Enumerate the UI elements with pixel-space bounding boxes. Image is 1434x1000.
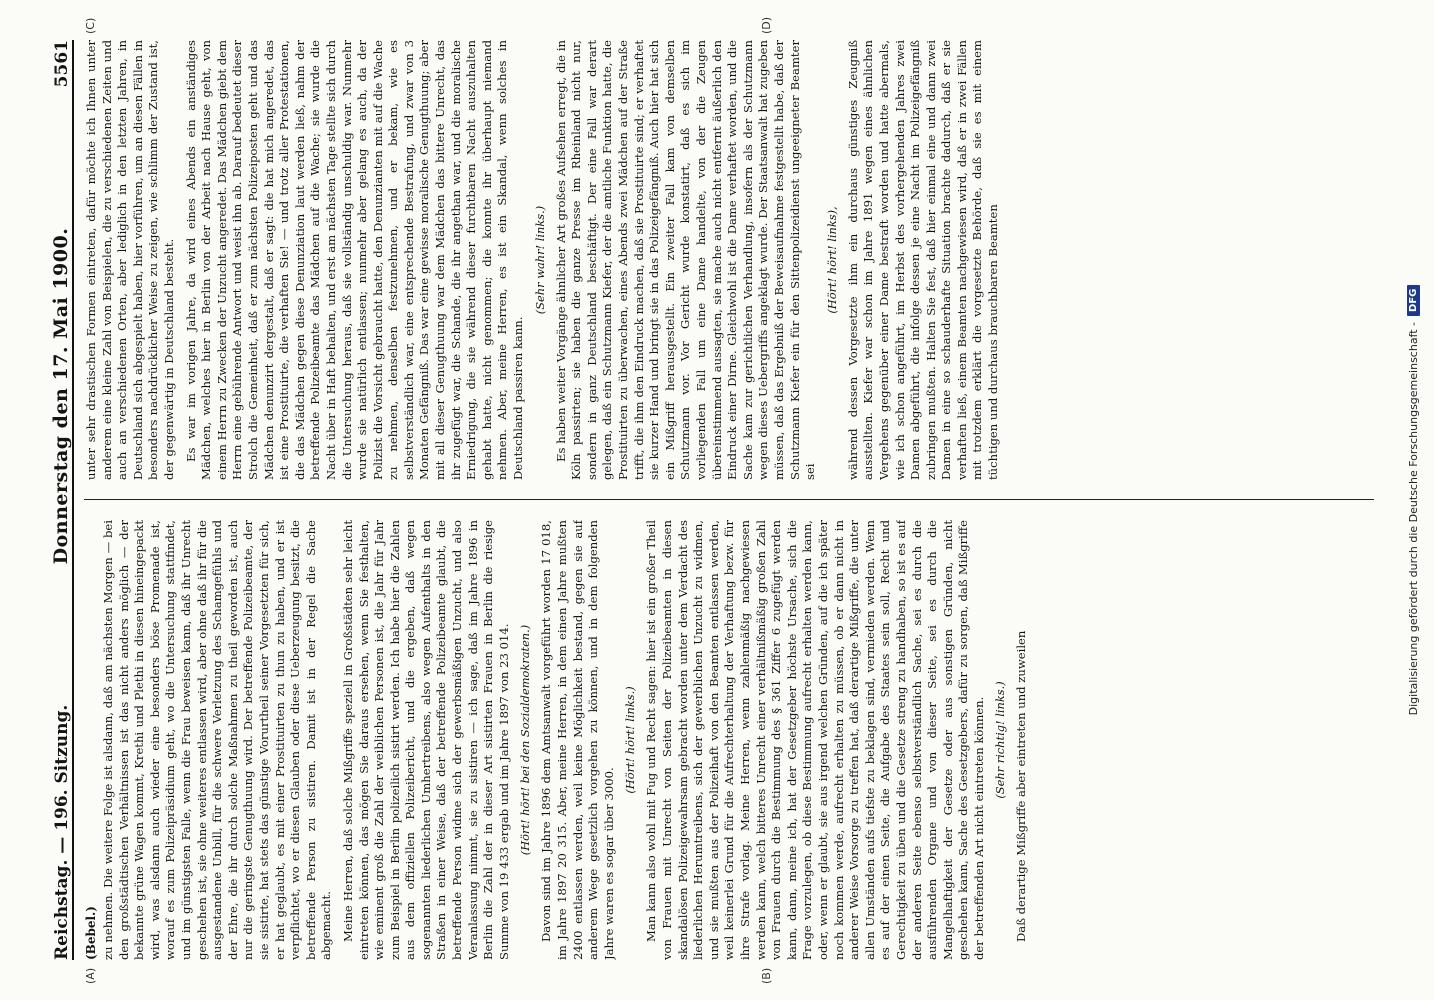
margin-label-d: (D) <box>760 16 773 34</box>
paragraph: Es war im vorigen Jahre, da wird eines Abends ein anständiges Mädchen, welches hier in Berlin von der Arbeit nach Hause geht, von einem Herrn zu Zwecken der Unzucht angeredet. Das Mädchen giebt dem Herrn eine gebührende Antwort und weist ihn ab. Darauf bedeutet dieser Strolch die Gemeinheit, daß er zum nächsten Polizeiposten geht und das Mädchen denunzirt dergestalt, daß er sagt: die hat mich angeredet, das ist eine Prostituirte, die verhaften Sie! — und trotz aller Protestationen, die das Mädchen gegen diese Denunziation laut werden ließ, nahm der betreffende Polizeibeamte das Mädchen auf die Wache; sie wurde die Nacht über in Haft behalten, und erst am nächsten Tage stellte sich durch die Untersuchung heraus, daß sie vollständig unschuldig war. Nunmehr wurde sie natürlich entlassen; nunmehr aber gelang es auch, da der Polizist die Vorsicht gebraucht hatte, den Denunzianten mit auf die Wache zu nehmen, denselben festzunehmen, und er bekam, wie es selbstverständlich war, eine entsprechende Bestrafung, und zwar von 3 Monaten Gefängniß. Das war eine gewisse moralische Genugthuung; aber mit all dieser Genugthuung war dem Mädchen das bittere Unrecht, das ihr zugefügt war, die Schande, die ihr angethan war, und die moralische Erniedrigung, die sie während dieser furchtbaren Nacht auszuhalten gehabt hatte, nicht genommen; die konnte ihr überhaupt niemand nehmen. Aber, meine Herren, es ist ein Skandal, wenn solches in Deutschland passiren kann. <box>183 40 526 480</box>
digitization-text: Digitalisierung gefördert durch die Deutsche Forschungsgemeinschaft - <box>1406 321 1420 716</box>
paragraph: Daß derartige Mißgriffe aber eintreten und zuweilen <box>1014 630 1029 942</box>
margin-label-c: (C) <box>84 17 97 34</box>
interjection: (Sehr richtig! links.) <box>993 681 1008 799</box>
interjection: (Hört! hört! bei den Sozialdemokraten.) <box>518 624 533 856</box>
interjection: (Sehr wahr! links.) <box>532 205 547 315</box>
page-number: 5561 <box>52 40 72 88</box>
interjection: (Hört! hört! links.) <box>623 686 638 794</box>
paragraph: Davon sind im Jahre 1896 dem Amtsanwalt vorgeführt worden 17 018, im Jahre 1897 20 315. Aber, meine Herren, in dem einen Jahre mußten 2400 entlassen werden, weil keine Möglichkeit bestand, gegen sie auf anderem Wege gesetzlich vorgehen zu können, und in dem folgenden Jahre waren es sogar über 3000. <box>539 520 616 960</box>
left-column <box>84 520 1374 960</box>
paragraph: zu nehmen. Die weitere Folge ist alsdann, daß am nächsten Morgen — bei den großstädtischen Verhältnissen ist das nicht anders möglich — der bekannte grüne Wagen kommt, Krethi und Plethi in diesen hineingepackt wird, was alsdann auch wieder eine besonders böse Promenade ist, worauf es zum Polizeipräsidium geht, wo die Untersuchung stattfindet, und im günstigsten Falle, wenn die Frau beweisen kann, daß ihr Unrecht geschehen ist, sie ohne weiteres entlassen wird, aber ohne daß ihr für die ausgestandene Unbill, für die schwere Verletzung des Schamgefühls und der Ehre, die ihr durch solche Maßnahmen zu theil geworden ist, auch nur die geringste Genugthuung wird. Der betreffende Polizeibeamte, der sie sistirte, hat stets das günstige Vorurtheil seiner Vorgesetzten für sich, er hat geglaubt, es mit einer Prostituirten zu thun zu haben, und er ist verpflichtet, wo er diesen Glauben oder diese Ueberzeugung besitzt, die betreffende Person zu sistiren. Damit ist in der Regel die Sache abgemacht. <box>101 520 334 960</box>
header-date: Donnerstag den 17. Mai 1900. <box>50 227 72 565</box>
right-column <box>84 40 1374 480</box>
margin-label-a: (A) <box>84 967 97 984</box>
dfg-logo-icon: DFG <box>1407 285 1420 316</box>
page-body <box>84 40 1374 960</box>
interjection: (Hört! hört! links), <box>824 206 839 314</box>
speaker-name: (Bebel.) <box>84 906 98 960</box>
paragraph: Es haben weiter Vorgänge ähnlicher Art großes Aufsehen erregt, die in Köln passirten; sie haben die ganze Presse im Rheinland nicht nur, sondern in ganz Deutschland beschäftigt. Der eine Fall war derart gelegen, daß ein Schutzmann Kiefer, der die amtliche Funktion hatte, die Prostituirten zu überwachen, eines Abends zwei Mädchen auf der Straße trifft, die ihm den Eindruck machen, daß sie Prostituirte sind; er verhaftet sie kurzer Hand und bringt sie in das Polizeigefängniß. Auch hier hat sich ein Mißgriff herausgestellt. Ein zweiter Fall kam von demselben Schutzmann vor. Vor Gericht wurde konstatirt, daß es sich im vorliegenden Fall um eine Dame handelte, von der die Zeugen übereinstimmend aussagten, sie mache auch nicht entfernt äußerlich den Eindruck einer Dirne. Gleichwohl ist die Dame verhaftet worden, und die Sache kam zur gerichtlichen Verhandlung, insofern als der Schutzmann wegen dieses Uebergriffs angeklagt wurde. Der Staatsanwalt hat zugeben müssen, daß das Ergebniß der Beweisaufnahme festgestellt habe, daß der Schutzmann Kiefer ein für den Sittenpolizeidienst ungeeigneter Beamter sei <box>553 40 818 480</box>
paragraph: Man kann also wohl mit Fug und Recht sagen: hier ist ein großer Theil von Frauen mit Unrecht von Seiten der Polizeibeamten in diesen skandalösen Polizeigewahrsam gebracht worden unter dem Verdacht des liederlichen Herumtreibens, sich der gewerblichen Unzucht zu widmen, und sie mußten aus der Polizeihaft von den Beamten entlassen werden, weil keinerlei Grund für die Aufrechterhaltung der Verhaftung bezw. für ihre Strafe vorlag. Meine Herren, wenn zahlenmäßig nachgewiesen werden kann, welch bitteres Unrecht einer verhältnißmäßig großen Zahl von Frauen durch die Bestimmung des § 361 Ziffer 6 zugefügt werden kann, dann, meine ich, hat der Gesetzgeber höchste Ursache, sich die Frage vorzulegen, ob diese Bestimmung aufrecht erhalten werden kann, oder, wenn er glaubt, sie aus irgend welchen Gründen, auf die ich später noch kommen werde, aufrecht erhalten zu müssen, ob er dann nicht in anderer Weise Vorsorge zu treffen hat, daß derartige Mißgriffe, die unter allen Umständen aufs tiefste zu beklagen sind, vermieden werden. Wenn es auf der einen Seite, die Aufgabe des Staates sein soll, Recht und Gerechtigkeit zu üben und die Gesetze streng zu handhaben, so ist es auf der anderen Seite ebenso selbstverständlich Sache, sei es durch die ausführenden Organe und von dieser Seite, sei es durch die Mangelhaftigkeit der Gesetze oder aus sonstigen Gründen, nicht geschehen kann, Sache des Gesetzgebers, dafür zu sorgen, daß Mißgriffe der betreffenden Art nicht eintreten können. <box>644 520 986 960</box>
column-divider <box>84 499 1374 500</box>
margin-label-b: (B) <box>760 967 773 984</box>
paragraph: während dessen Vorgesetzte ihm ein durchaus günstiges Zeugniß ausstellten. Kiefer war schon im Jahre 1891 wegen eines ähnlichen Vergehens gegenüber einer Dame bestraft worden und hatte abermals, wie ich schon angeführt, im Herbst des vorhergehenden Jahres zwei Damen abgeführt, die infolge dessen je eine Nacht im Polizeigefängniß zubringen mußten. Halten Sie fest, daß hier einmal eine und dann zwei Damen in eine so schauderhafte Situation brachte dadurch, daß er sie verhaften ließ, einem Beamten nachgewiesen wird, daß er in zwei Fällen mit trotzdem erklärt die vorgesetzte Behörde, daß sie es mit einem tüchtigen und durchaus brauchbaren Beamten <box>845 40 1001 480</box>
paragraph: unter sehr drastischen Formen eintreten, dafür möchte ich Ihnen unter anderem eine kleine Zahl von Beispielen, die zu verschiedenen Zeiten und auch an verschiedenen Orten, aber lediglich in den letzten Jahren, in Deutschland sich abgespielt haben, hier vorführen, um an diesen Fällen in besonders nachdrücklicher Weise zu zeigen, wie schlimm der Zustand ist, der gegenwärtig in Deutschland besteht. <box>84 40 176 480</box>
digitization-note <box>1396 0 1430 1000</box>
page-header <box>28 40 74 960</box>
paragraph: Meine Herren, daß solche Mißgriffe speziell in Großstädten sehr leicht eintreten können, das mögen Sie daraus ersehen, wenn Sie festhalten, wie eminent groß die Zahl der weiblichen Personen ist, die Jahr für Jahr zum Beispiel in Berlin polizeilich sistirt werden. Ich habe hier die Zahlen aus dem offiziellen Polizeibericht, und die ergeben, daß wegen sogenannten liederlichen Umhertreibens, also wegen Aufenthalts in den Straßen in einer Weise, daß der betreffende Polizeibeamte glaubt, die betreffende Person widme sich der gewerbsmäßigen Unzucht, und also Veranlassung nimmt, sie zu sistiren — ich sage, daß im Jahre 1896 in Berlin die Zahl der in dieser Art sistirten Frauen in Berlin die riesige Summe von 19 433 ergab und im Jahre 1897 von 23 014. <box>340 520 511 960</box>
header-left: Reichstag. — 196. Sitzung. <box>52 704 72 960</box>
